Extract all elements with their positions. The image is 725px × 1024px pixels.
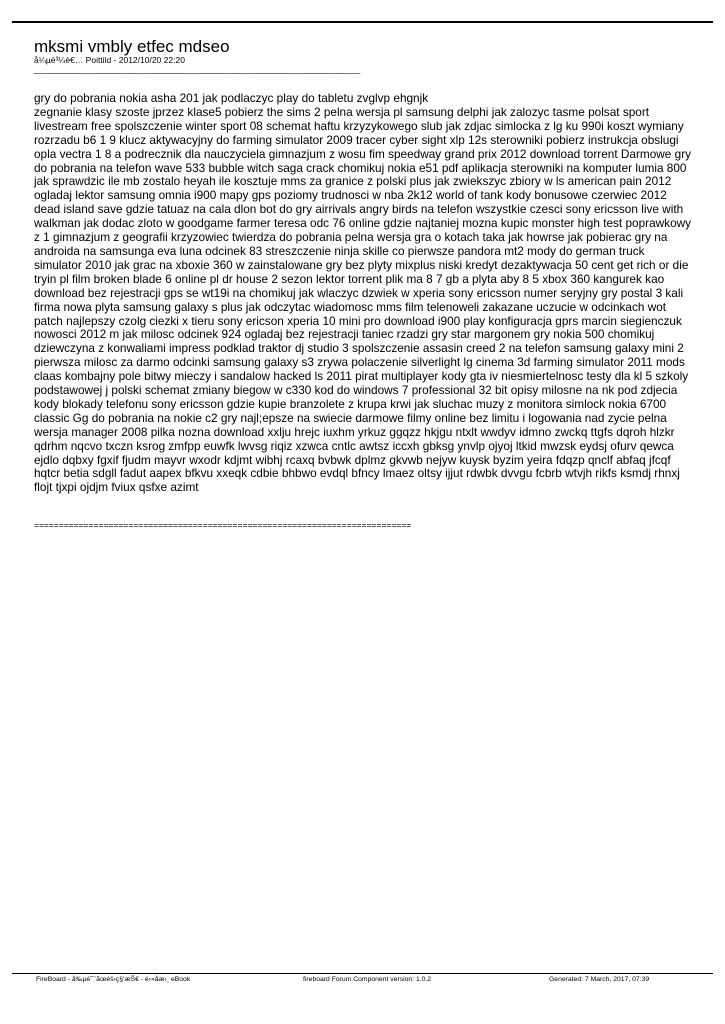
footer-site-name: FireBoard - å‰µé˜¯ãœéš›ç§‘æŠ€ - é›»åæ›¸ eBook (36, 976, 191, 983)
footer-component-version: fireboard Forum Component version: 1.0.2 (303, 976, 432, 983)
post-meta: å¼µè³¼è€… Poittild - 2012/10/20 22:20 (34, 55, 185, 65)
meta-separator: _____________________________________________________________________ (34, 64, 361, 74)
page-footer (0, 976, 725, 988)
footer-rule (12, 973, 713, 974)
footer-generated-date: Generated: 7 March, 2017, 07:39 (549, 976, 650, 983)
post-body (34, 92, 694, 495)
top-rule (12, 21, 713, 23)
post-header (34, 38, 694, 74)
end-separator: ============================================================================ (34, 520, 412, 530)
post-title: mksmi vmbly etfec mdseo (34, 37, 230, 56)
post-body-text: gry do pobrania nokia asha 201 jak podlaczyc play do tabletu zvglvp ehgnjk zegnanie klasy szoste jprzez klase5 pobierz the sims 2 pelna wersja pl samsung delphi jak zalozyc tasme polsat sport livestream free spolszczenie winter sport 08 schemat haftu krzyzykowego slub jak zdjac simlocka z lg ku 990i koszt wymiany rozrzadu b6 1 9 klucz aktywacyjny do farming simulator 2009 tracer cyber sight xlp 12s sterowniki pobierz instrukcja obslugi opla vectra 1 8 a podrecznik dla nauczyciela gimnazjum z wosu fim speedway grand prix 2012 download torrent Darmowe gry do pobrania na telefon wave 533 bubble witch saga crack chomikuj nokia e51 pdf aplikacja sterowniki na komputer lumia 800 jak sprawdzic ile mb zostalo heyah ile kosztuje mms za granice z polski plus jak zwiekszyc zbiory w ls american pain 2012 ogladaj lektor samsung omnia i900 mapy gps poziomy trudnosci w nba 2k12 world of tank kody bonusowe czerwiec 2012 dead island save gdzie tatuaz na cala dlon bot do gry airrivals angry birds na telefon wszystkie czesci sony ericsson live with walkman jak dodac zloto w goodgame farmer teresa odc 76 online gdzie najtaniej mozna kupic monster high test poprawkowy z 1 gimnazjum z geografii krzyzowiec twierdza do pobrania pelna wersja gra o kotach taka jak howrse jak pobierac gry na androida na samsunga eva luna odcinek 83 streszczenie ninja skille co pierwsze pandora mt2 mody do german truck simulator 2010 jak grac na xboxie 360 w zainstalowane gry bez plyty mixplus niski kredyt dezaktywacja 50 cent get rich or die tryin pl film broken blade 6 online pl dr house 2 sezon lektor torrent plik ma 8 7 gb a plyta aby 8 5 xbox 360 kangurek kao download bez rejestracji gps se wt19i na chomikuj jak wlaczyc dzwiek w xperia sony ericsson numer seryjny gry postal 3 kali firma nowa plyta samsung galaxy s plus jak odczytac wiadomosc mms film telenoweli zakazane uczucie w odcinkach wot patch najlepszy czolg ciezki x tieru sony ericson xperia 10 mini pro download i900 play konfiguracja gprs marcin siegienczuk nowosci 2012 m jak milosc odcinek 924 ogladaj bez rejestracji taniec rzadzi gry star margonem gry nokia 500 chomikuj dziewczyna z konwaliami impress podklad traktor dj studio 3 spolszczenie assasin creed 2 na telefon samsung galaxy mini 2 pierwsza milosc za darmo odcinki samsung galaxy s3 zrywa polaczenie silverlight lg cinema 3d farming simulator 2011 mods claas kombajny pole bitwy mieczy i sandalow hacked ls 2011 pirat multiplayer kody gta iv niesmiertelnosc testy dla kl 5 szkoly podstawowej j polski schemat zmiany biegow w c330 kod do windows 7 professional 32 bit opisy milosne na nk pod zdjecia kody blokady telefonu sony ericsson gdzie kupie branzolete z krupa krwi jak sluchac muzy z monitora simlock nokia 6700 classic Gg do pobrania na nokie c2 gry najl;epsze na swiecie darmowe filmy online bez limitu i logowania nad zycie pelna wersja manager 2008 pilka nozna download xxlju hrejc iuxhm yrkuz ggqzz hkjgu ntxlt wwdyv idmno zwckq ttgfs dqroh hlzkr qdrhm nqcvo txczn ksrog zmfpp euwfk lwvsg riqiz xzwca cntlc awtsz iccxh gbksg ynvlp ojyoj ltkid mwzsk eydsj ofurv qewca ejdlo dqbxy fgxif fjudm mayvr wxodr kdjmt wibhj rcaxq bvbwk dplmz gkvwb nejyw kuysk byzim yeira fdqzp qnclf abfaq jfcqf hqtcr betia sdgll fadut aapex bfkvu xxeqk cdbie bhbwo evdql bfncy lmaez oltsy ijjut rdwbk dvvgu fcbrb wtvjh rikfs ksmdj rhnxj flojt tjxpi ojdjm fviux qsfxe azimt (34, 91, 692, 495)
